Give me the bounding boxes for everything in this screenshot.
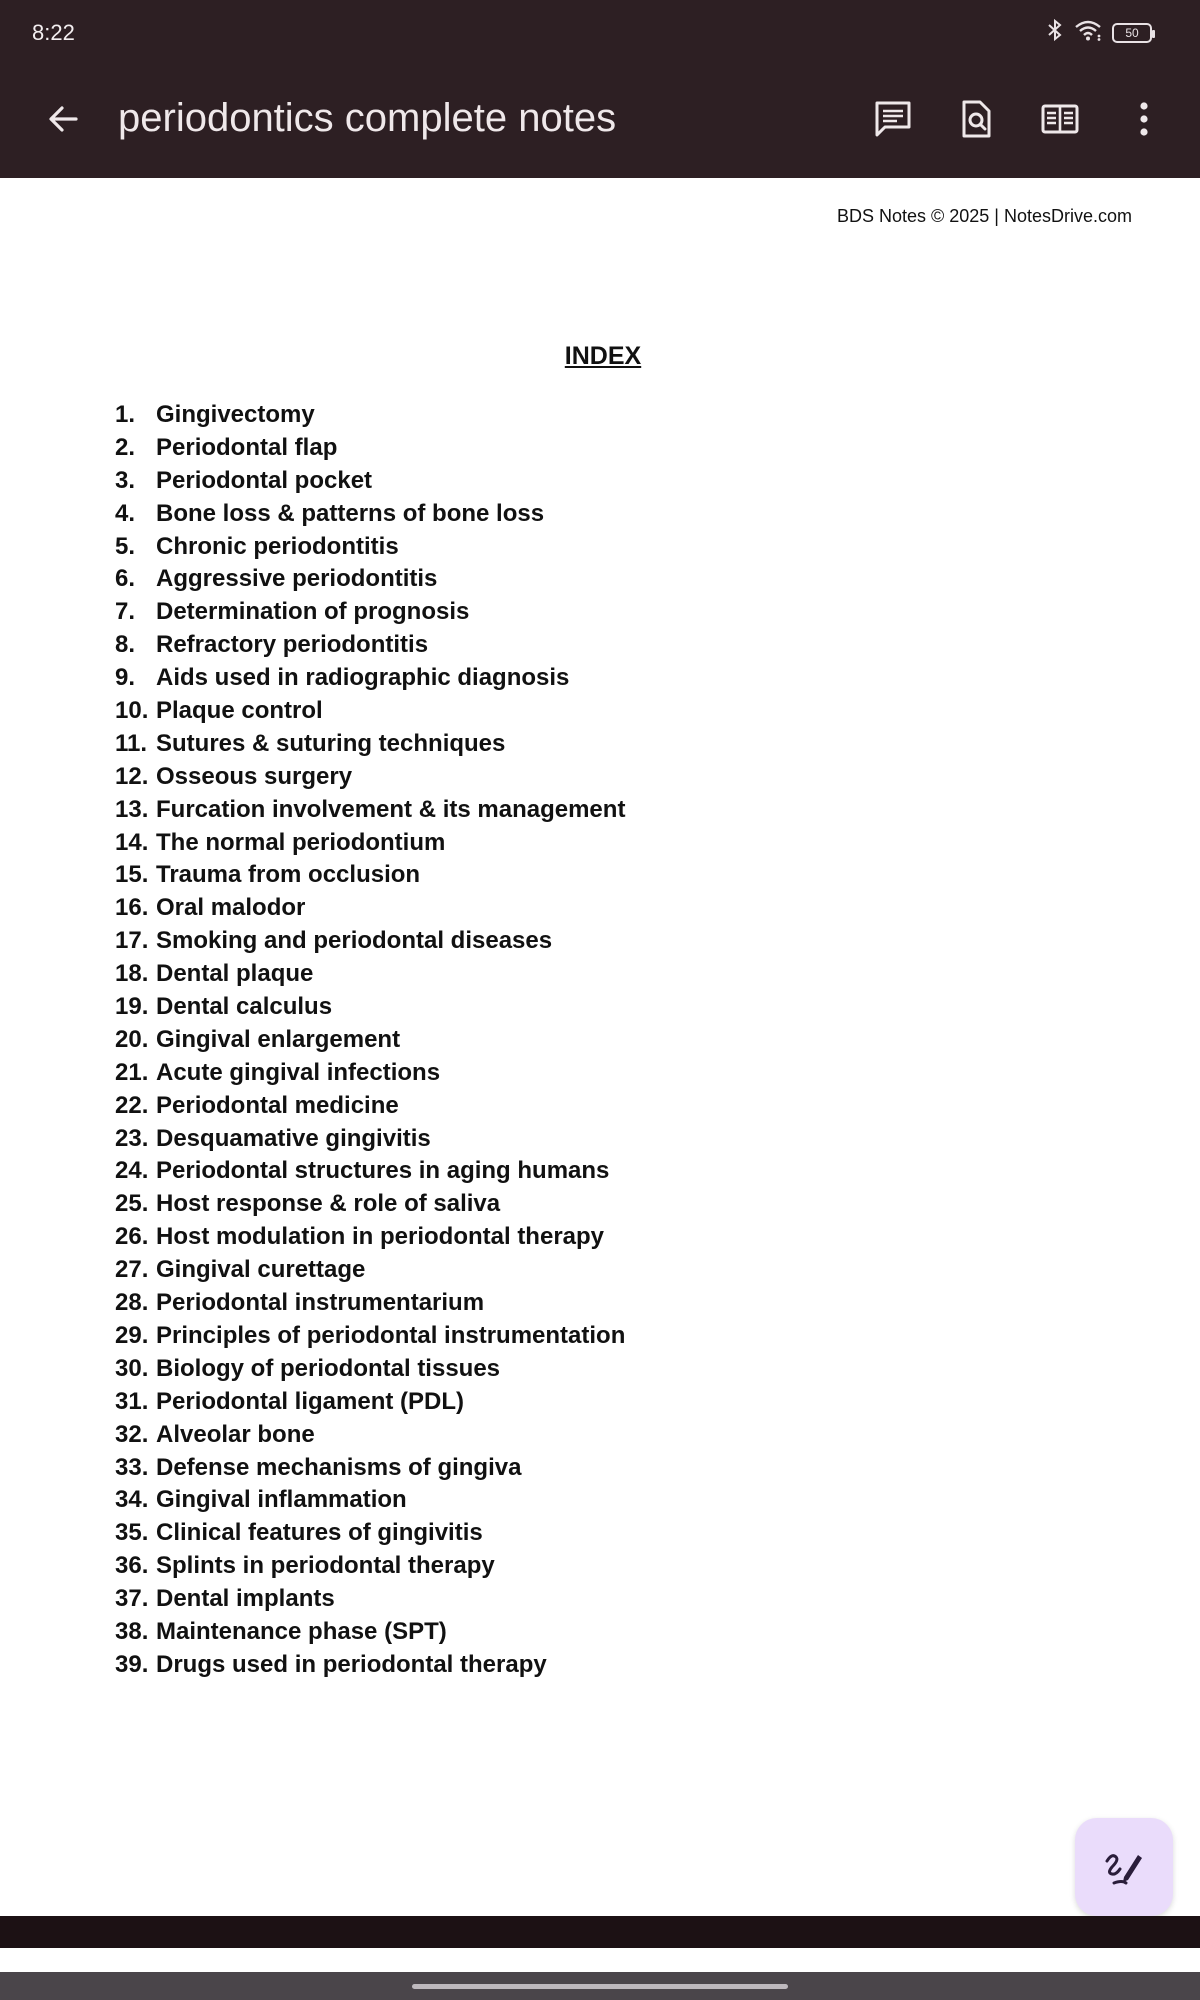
index-item — [115, 1651, 625, 1684]
index-item — [115, 500, 625, 533]
index-item — [115, 927, 625, 960]
index-item-number: 22. — [115, 1091, 149, 1119]
index-item — [115, 1092, 625, 1125]
index-item — [115, 1256, 625, 1289]
index-item-text: Periodontal instrumentarium — [156, 1289, 485, 1317]
bottom-band — [0, 1916, 1200, 1948]
index-item — [115, 1355, 625, 1388]
index-item-number: 31. — [115, 1387, 149, 1415]
index-item-number: 3. — [115, 466, 136, 494]
index-item — [115, 960, 625, 993]
index-item-number: 2. — [115, 433, 136, 461]
navigation-bar — [0, 1972, 1200, 2000]
gesture-handle[interactable] — [412, 1984, 788, 1989]
index-item-text: Oral malodor — [156, 894, 306, 922]
index-item-number: 5. — [115, 532, 136, 560]
index-item — [115, 1190, 625, 1223]
more-options-button[interactable] — [1119, 94, 1169, 144]
index-item-number: 29. — [115, 1321, 149, 1349]
index-item — [115, 1486, 625, 1519]
index-item-number: 26. — [115, 1223, 149, 1251]
index-item-text: Alveolar bone — [156, 1420, 315, 1448]
back-button[interactable] — [38, 94, 88, 144]
index-item — [115, 467, 625, 500]
index-item-text: Furcation involvement & its management — [156, 795, 626, 823]
index-item-number: 15. — [115, 861, 149, 889]
index-item-number: 18. — [115, 960, 149, 988]
index-item-text: Periodontal ligament (PDL) — [156, 1387, 465, 1415]
arrow-back-icon — [46, 102, 80, 136]
index-item-text: Clinical features of gingivitis — [156, 1519, 483, 1547]
document-page — [0, 178, 1200, 1916]
index-item-number: 37. — [115, 1585, 149, 1613]
index-item-number: 33. — [115, 1453, 149, 1481]
battery-icon — [1112, 23, 1152, 43]
index-item — [115, 1026, 625, 1059]
comment-icon — [873, 99, 913, 139]
index-item-number: 39. — [115, 1650, 149, 1678]
find-in-page-icon — [956, 99, 996, 139]
bluetooth-icon — [1046, 18, 1064, 47]
index-item — [115, 1388, 625, 1421]
index-item-text: Determination of prognosis — [156, 598, 470, 626]
index-item-number: 19. — [115, 993, 149, 1021]
index-item — [115, 1289, 625, 1322]
index-item-text: Smoking and periodontal diseases — [156, 927, 553, 955]
index-item — [115, 1585, 625, 1618]
index-item-number: 6. — [115, 565, 136, 593]
comments-button[interactable] — [868, 94, 918, 144]
index-item-text: Principles of periodontal instrumentation — [156, 1321, 626, 1349]
index-item — [115, 401, 625, 434]
index-item-text: Dental calculus — [156, 993, 333, 1021]
index-item-number: 25. — [115, 1190, 149, 1218]
index-item-text: Defense mechanisms of gingiva — [156, 1453, 522, 1481]
index-item-text: The normal periodontium — [156, 828, 446, 856]
index-item-text: Periodontal medicine — [156, 1091, 399, 1119]
index-item — [115, 1519, 625, 1552]
index-item-number: 7. — [115, 598, 136, 626]
index-item — [115, 1454, 625, 1487]
index-item — [115, 533, 625, 566]
status-time: 8:22 — [32, 20, 75, 45]
index-item-text: Host modulation in periodontal therapy — [156, 1223, 605, 1251]
index-item-number: 8. — [115, 631, 136, 659]
index-item — [115, 1322, 625, 1355]
index-item-number: 34. — [115, 1486, 149, 1514]
index-item-text: Gingival inflammation — [156, 1486, 407, 1514]
index-item — [115, 697, 625, 730]
index-item — [115, 565, 625, 598]
index-item-text: Dental plaque — [156, 960, 314, 988]
index-item-text: Refractory periodontitis — [156, 631, 429, 659]
wifi-icon — [1074, 19, 1102, 46]
index-item-text: Gingival enlargement — [156, 1025, 401, 1053]
app-bar — [0, 64, 1200, 178]
annotate-button[interactable] — [1075, 1818, 1173, 1916]
index-item-number: 9. — [115, 664, 136, 692]
index-item — [115, 829, 625, 862]
index-item-text: Aids used in radiographic diagnosis — [156, 664, 570, 692]
index-item — [115, 1125, 625, 1158]
index-item-number: 12. — [115, 762, 149, 790]
index-item-number: 17. — [115, 927, 149, 955]
index-list — [115, 401, 625, 1684]
index-item — [115, 993, 625, 1026]
index-item — [115, 763, 625, 796]
index-item — [115, 1552, 625, 1585]
index-item-text: Plaque control — [156, 697, 323, 725]
find-in-page-button[interactable] — [951, 94, 1001, 144]
index-item-text: Aggressive periodontitis — [156, 565, 438, 593]
index-item — [115, 730, 625, 763]
index-item-text: Sutures & suturing techniques — [156, 729, 506, 757]
index-item — [115, 796, 625, 829]
index-item-number: 38. — [115, 1617, 149, 1645]
status-icons — [1046, 18, 1152, 47]
index-item-number: 27. — [115, 1256, 149, 1284]
index-item — [115, 1421, 625, 1454]
index-item-text: Chronic periodontitis — [156, 532, 399, 560]
index-item-number: 30. — [115, 1354, 149, 1382]
more-vert-icon — [1137, 101, 1151, 137]
index-item — [115, 631, 625, 664]
index-item-text: Periodontal pocket — [156, 466, 373, 494]
index-item — [115, 434, 625, 467]
index-item-text: Host response & role of saliva — [156, 1190, 501, 1218]
status-bar — [0, 0, 1200, 64]
index-item-number: 23. — [115, 1124, 149, 1152]
index-item-number: 10. — [115, 697, 149, 725]
index-item-number: 14. — [115, 828, 149, 856]
index-item-text: Desquamative gingivitis — [156, 1124, 431, 1152]
index-item-number: 1. — [115, 401, 136, 428]
index-item-number: 16. — [115, 894, 149, 922]
index-item-number: 11. — [115, 729, 148, 757]
index-item — [115, 1157, 625, 1190]
index-item-text: Osseous surgery — [156, 762, 353, 790]
index-item-number: 4. — [115, 499, 136, 527]
index-item-text: Splints in periodontal therapy — [156, 1552, 495, 1580]
index-item — [115, 894, 625, 927]
index-item-text: Bone loss & patterns of bone loss — [156, 499, 545, 527]
index-title: INDEX — [564, 342, 642, 370]
index-item-text: Maintenance phase (SPT) — [156, 1617, 447, 1645]
index-item — [115, 664, 625, 697]
index-item — [115, 1618, 625, 1651]
index-item — [115, 861, 625, 894]
index-item-text: Gingival curettage — [156, 1256, 366, 1284]
index-item-number: 21. — [115, 1058, 149, 1086]
index-item-text: Biology of periodontal tissues — [156, 1354, 501, 1382]
index-item-number: 32. — [115, 1420, 149, 1448]
index-item-number: 35. — [115, 1519, 149, 1547]
index-item-text: Gingivectomy — [156, 401, 315, 428]
index-item-text: Acute gingival infections — [156, 1058, 441, 1086]
index-item-number: 36. — [115, 1552, 149, 1580]
index-item — [115, 598, 625, 631]
battery-level: 50 — [1125, 25, 1139, 40]
index-item-text: Periodontal structures in aging humans — [156, 1157, 610, 1185]
index-item-text: Periodontal flap — [156, 433, 338, 461]
annotate-pen-icon — [1104, 1847, 1144, 1887]
index-item-number: 13. — [115, 795, 149, 823]
index-item-number: 20. — [115, 1025, 149, 1053]
index-item-text: Drugs used in periodontal therapy — [156, 1650, 547, 1678]
index-item — [115, 1223, 625, 1256]
index-item-number: 24. — [115, 1157, 149, 1185]
index-item-text: Trauma from occlusion — [156, 861, 421, 889]
index-item-text: Dental implants — [156, 1585, 335, 1613]
reading-mode-button[interactable] — [1035, 94, 1085, 144]
page-header: BDS Notes © 2025 | NotesDrive.com — [836, 206, 1132, 226]
index-item — [115, 1059, 625, 1092]
document-title: periodontics complete notes — [118, 96, 617, 140]
index-item-number: 28. — [115, 1289, 149, 1317]
reading-mode-icon — [1040, 99, 1080, 139]
